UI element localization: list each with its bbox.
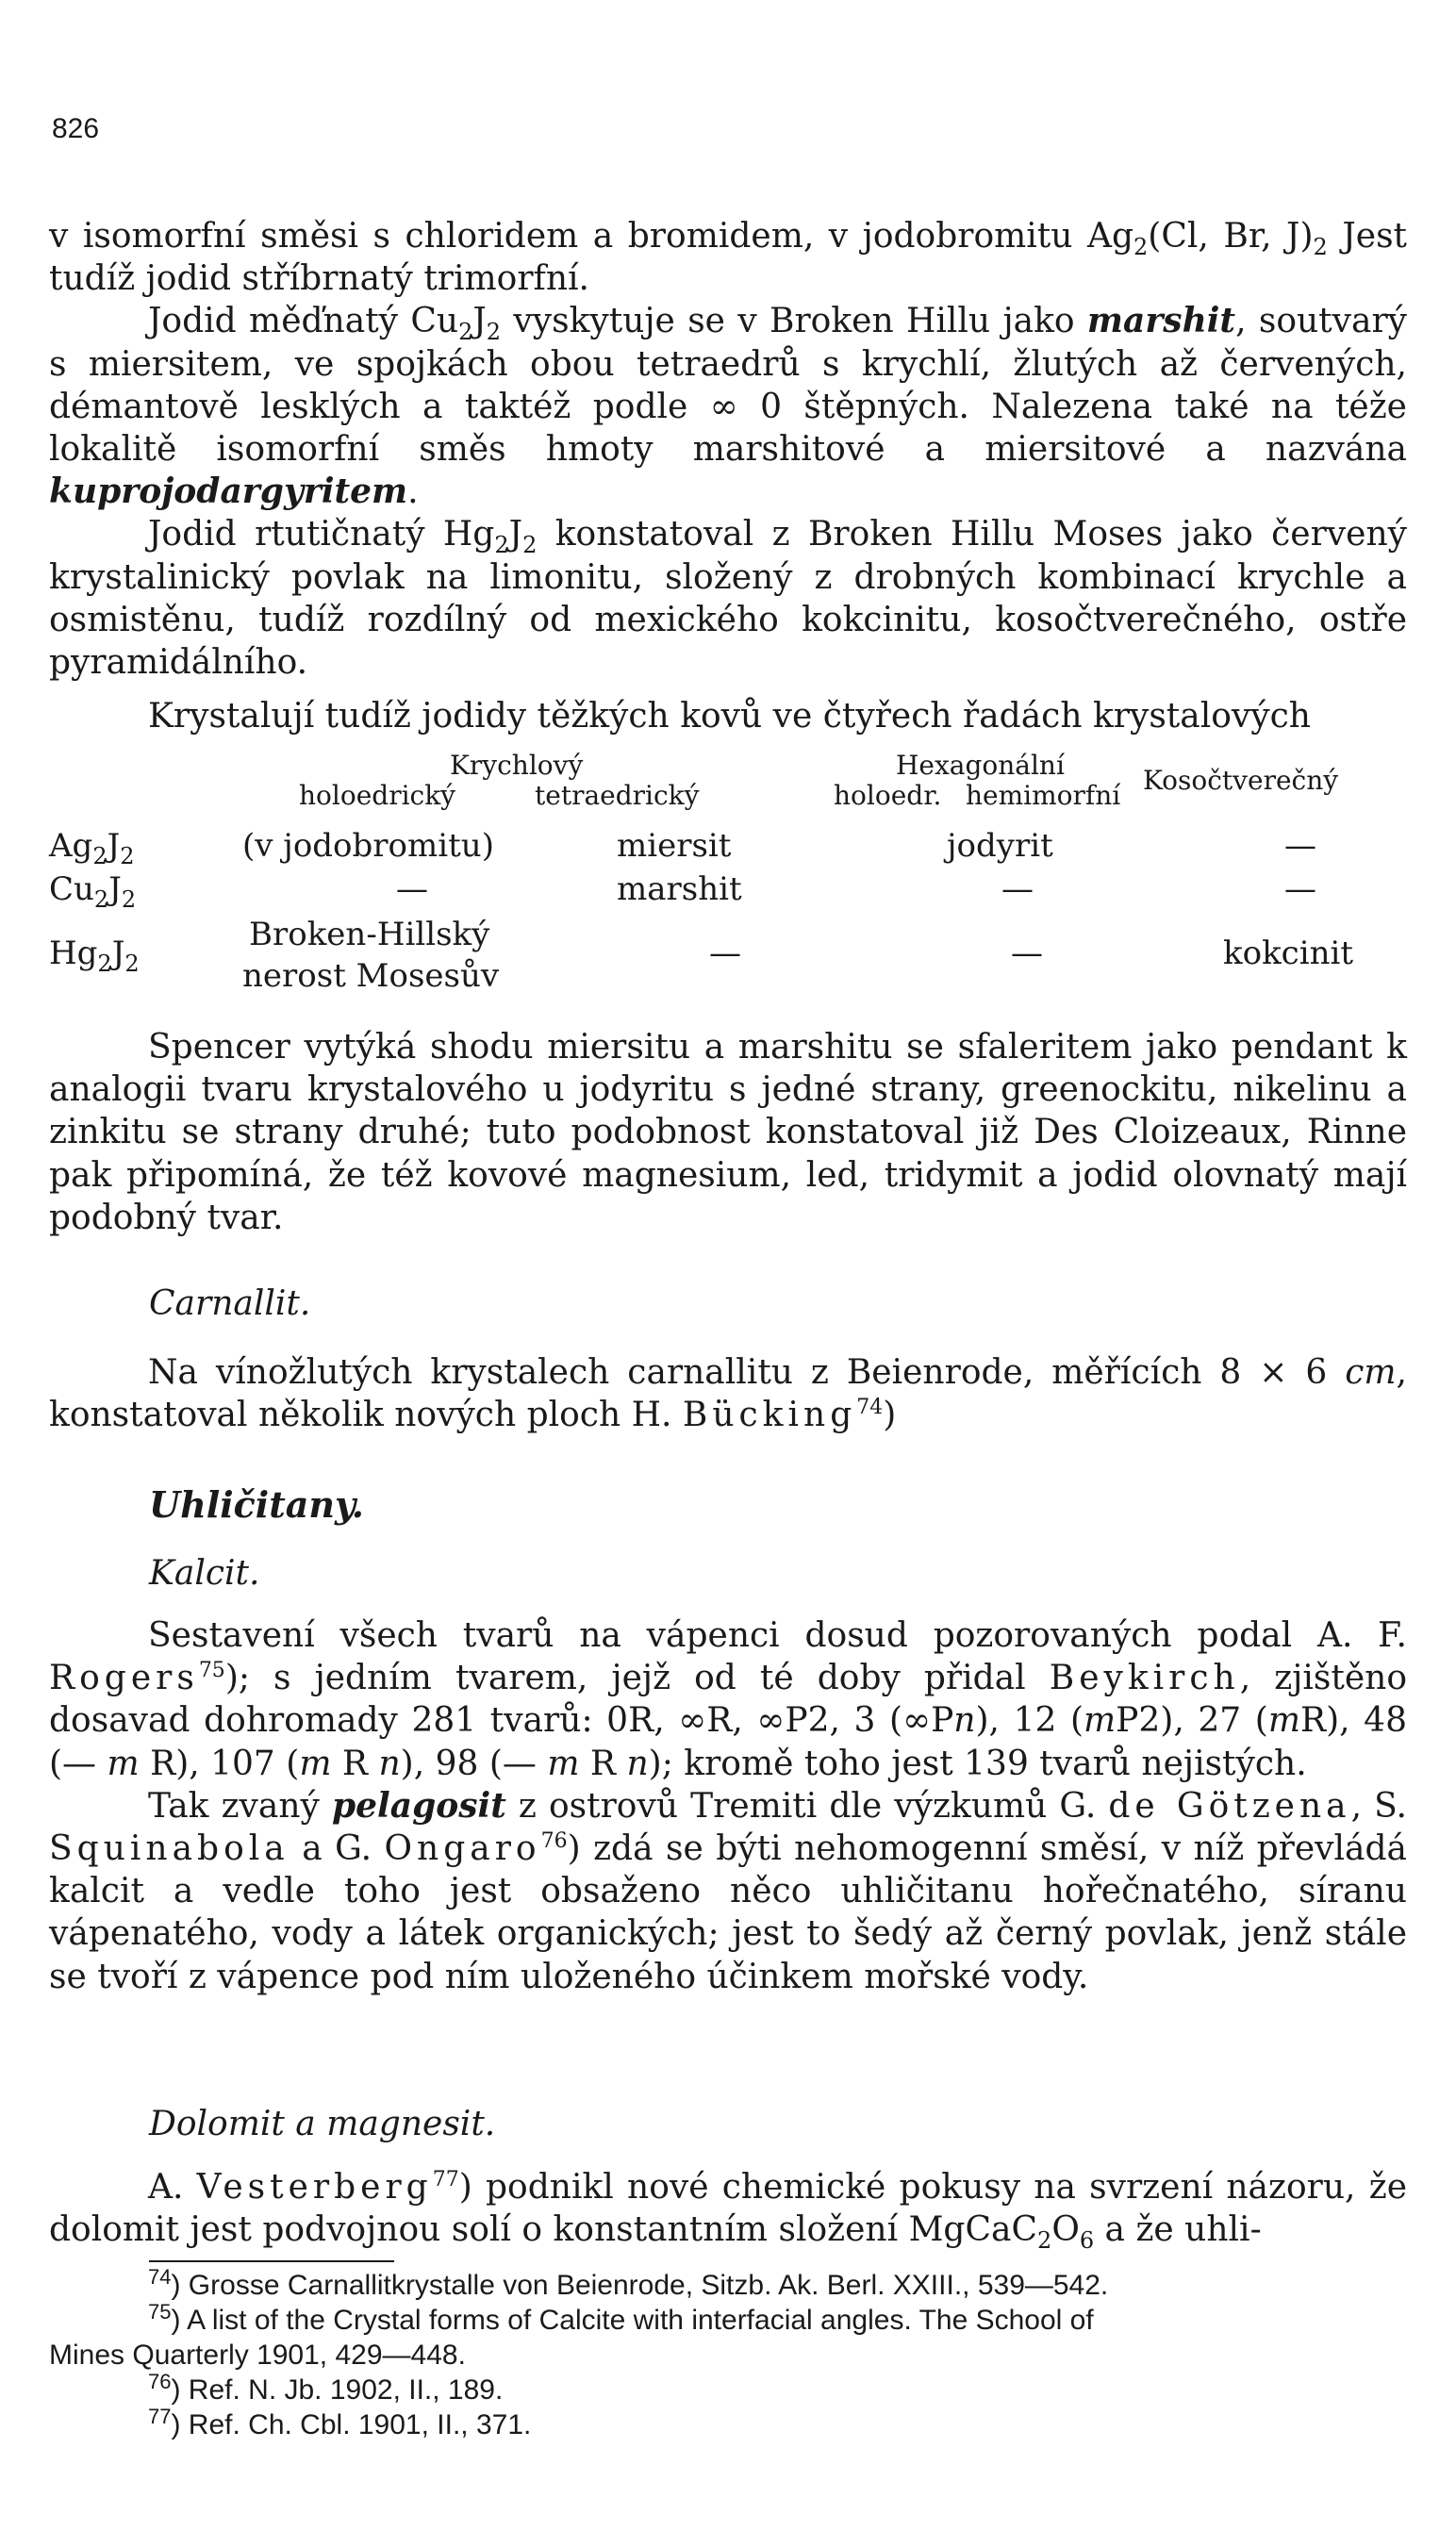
text: , zjištěno dosavad dohromady 281 tvarů: 0R, ∞R, ∞P2, 3 (∞P xyxy=(49,1659,1407,1741)
symbol-n: n xyxy=(378,1744,401,1783)
footnote-number: 75 xyxy=(148,2300,172,2324)
unit-cm: cm xyxy=(1345,1353,1397,1392)
table-header-orthorhombic: Kosočtverečný xyxy=(1143,765,1339,796)
text: J xyxy=(107,827,121,865)
paragraph-pelagosit xyxy=(49,1785,1407,1998)
text: O xyxy=(1051,2210,1080,2250)
text: . xyxy=(407,472,419,512)
subscript: 2 xyxy=(120,842,135,869)
table-cell: — xyxy=(396,870,428,908)
table-header-tetraedric: tetraedrický xyxy=(535,780,700,811)
paragraph-spencer: Spencer vytýká shodu miersitu a marshitu se sfaleritem jako pendant k analogii tvaru krystalového u jodyritu s jedné strany, greenockitu, nikelinu a zinkitu se strany druhé; tuto podobnost konstatoval již Des Cloizeaux, Rinne pak připomíná, že též kovové magnesium, led, tridymit a jodid olovnatý mají podobný tvar. xyxy=(49,1028,1407,1237)
subscript: 2 xyxy=(522,532,538,559)
table-cell: (v jodobromitu) xyxy=(242,827,494,865)
text: P2), 27 ( xyxy=(1116,1701,1268,1741)
symbol-m: m xyxy=(107,1744,140,1783)
term-marshit: marshit xyxy=(1086,301,1236,341)
text: Ag xyxy=(49,827,93,865)
table-cell: — xyxy=(1001,870,1034,908)
paragraph-isomorphic-mixture xyxy=(49,215,1407,300)
footnote-ref: 76 xyxy=(540,1829,568,1854)
table-header-holoedr: holoedr. xyxy=(834,780,942,811)
text: , konstatoval několik nových ploch H. xyxy=(49,1353,1407,1435)
text: ); kromě toho jest 139 tvarů nejistých. xyxy=(648,1744,1307,1783)
text: Jodid rtutičnatý Hg xyxy=(148,515,495,554)
text: R), 48 (— xyxy=(49,1701,1407,1783)
footnote-77 xyxy=(49,2407,1407,2442)
paragraph-copper-iodide xyxy=(49,300,1407,513)
text: Jodid měďnatý Cu xyxy=(148,302,459,341)
table-row-formula-hg xyxy=(49,934,140,977)
footnote-75 xyxy=(49,2300,1407,2338)
text: J xyxy=(111,934,125,972)
subscript: 2 xyxy=(121,885,137,913)
term-kuprojodargyrit: kuprojodargyritem xyxy=(49,471,408,512)
text: ); s jedním tvarem, jejž od té doby přidal xyxy=(224,1659,1050,1698)
text: J xyxy=(508,515,523,554)
table-cell: kokcinit xyxy=(1223,934,1354,972)
text-block-kalcit xyxy=(49,1614,1407,1998)
footnote-ref: 75 xyxy=(198,1659,225,1683)
text-block-spencer xyxy=(49,1026,1407,1239)
footnote-text: ) A list of the Crystal forms of Calcite with interfacial angles. The School of xyxy=(171,2305,1094,2336)
table-cell: Broken-Hillský xyxy=(249,916,490,953)
text: Cu xyxy=(49,870,94,908)
text: Na vínožlutých krystalech carnallitu z Beienrode, měřících 8 × 6 xyxy=(148,1353,1346,1392)
subscript: 2 xyxy=(97,950,112,977)
footnotes xyxy=(49,2265,1407,2442)
text: z ostrovů Tremiti dle výzkumů G. xyxy=(505,1786,1109,1826)
symbol-n: n xyxy=(626,1744,649,1783)
heading-dolomit: Dolomit a magnesit. xyxy=(149,2105,496,2143)
text: , S. xyxy=(1350,1786,1407,1826)
text: R), 107 ( xyxy=(139,1744,300,1783)
text: Hg xyxy=(49,934,98,972)
text-block-top xyxy=(49,215,1407,737)
text: ) zdá se býti nehomogenní směsí, v níž převládá kalcit a vedle toho jest obsaženo něco uhličitanu hořečnatého, síranu vápenatého, vody a látek organických; jest to šedý až černý povlak, jenž stále se tvoří z vápence pod ním uloženého účinkem mořské vody. xyxy=(49,1829,1407,1996)
paragraph-crystal-series: Krystalují tudíž jodidy těžkých kovů ve čtyřech řadách krystalových xyxy=(148,697,1311,736)
footnote-text: ) Ref. Ch. Cbl. 1901, II., 371. xyxy=(171,2409,532,2440)
text: v isomorfní směsi s chloridem a bromidem, v jodobromitu Ag xyxy=(49,217,1134,256)
text: a že uhli- xyxy=(1094,2210,1262,2250)
author-name: Ongaro xyxy=(384,1829,541,1869)
symbol-m: m xyxy=(547,1744,580,1783)
table-row-formula-cu xyxy=(49,870,137,913)
text-block-dolomit xyxy=(49,2166,1407,2255)
symbol-m: m xyxy=(1267,1701,1300,1741)
author-name: Bücking xyxy=(682,1396,857,1435)
text: J xyxy=(108,870,122,908)
footnote-number: 76 xyxy=(148,2370,172,2393)
author-name: Squinabola xyxy=(49,1829,290,1869)
footnote-text: ) Ref. N. Jb. 1902, II., 189. xyxy=(171,2374,504,2406)
subscript: 2 xyxy=(494,532,509,559)
text: J xyxy=(472,302,487,341)
subscript: 2 xyxy=(92,842,108,869)
footnote-text: ) Grosse Carnallitkrystalle von Beienrode, Sitzb. Ak. Berl. XXIII., 539—542. xyxy=(171,2270,1109,2301)
text-block-carnallit xyxy=(49,1351,1407,1436)
table-cell: — xyxy=(1011,934,1043,972)
footnote-76 xyxy=(49,2370,1407,2407)
text: konstatoval z Broken Hillu Moses jako červený krystalinický povlak na limonitu, složený z drobných kombinací krychle a osmistěnu, tudíž rozdílný od mexického kokcinitu, kosočtverečného, ostře pyramidálního. xyxy=(49,515,1407,683)
heading-carnallit: Carnallit. xyxy=(149,1284,311,1323)
heading-uhlicitany: Uhličitany. xyxy=(149,1483,364,1526)
subscript: 2 xyxy=(458,319,473,346)
author-name: Vesterberg xyxy=(196,2168,433,2207)
footnote-ref: 74 xyxy=(856,1396,884,1420)
text: vyskytuje se v Broken Hillu jako xyxy=(501,302,1087,341)
text: , soutvarý s miersitem, ve spojkách obou tetraedrů s krychlí, žlutých až červených, démantově lesklých a taktéž podle ∞ 0 štěpných. Nalezena také na téže lokalitě isomorfní směs hmoty marshitové a miersitové a nazvána xyxy=(49,302,1407,470)
table-cell: jodyrit xyxy=(947,827,1053,865)
term-pelagosit: pelagosit xyxy=(331,1785,506,1826)
subscript: 2 xyxy=(486,319,502,346)
subscript: 2 xyxy=(124,950,140,977)
footnote-number: 77 xyxy=(148,2405,172,2428)
paragraph-kalcit xyxy=(49,1614,1407,1785)
symbol-n: n xyxy=(953,1701,976,1741)
subscript: 2 xyxy=(1037,2227,1052,2255)
footnote-75-continued: Mines Quarterly 1901, 429—448. xyxy=(49,2340,466,2371)
footnote-divider xyxy=(149,2260,394,2262)
text: ), 98 (— xyxy=(400,1744,548,1783)
table-group-cubic: Krychlový xyxy=(450,750,584,781)
symbol-m: m xyxy=(1084,1701,1117,1741)
paragraph-dolomit xyxy=(49,2166,1407,2255)
footnote-number: 74 xyxy=(148,2265,172,2289)
symbol-m: m xyxy=(299,1744,332,1783)
text: Jest tudíž jodid stříbrnatý trimorfní. xyxy=(49,217,1408,299)
table-cell: — xyxy=(709,934,741,972)
text: Sestavení všech tvarů na vápenci dosud pozorovaných podal A. F. xyxy=(148,1616,1407,1655)
table-row-formula-ag xyxy=(49,827,135,869)
table-cell: nerost Mosesův xyxy=(242,957,500,995)
author-name: Rogers xyxy=(49,1659,199,1698)
paragraph-mercury-iodide xyxy=(49,513,1407,684)
text: R xyxy=(331,1744,379,1783)
text: ) podnikl nové chemické pokusy na svrzení názoru, že dolomit jest podvojnou solí o konstantním složení MgCaC xyxy=(49,2168,1407,2250)
footnote-ref: 77 xyxy=(432,2168,459,2191)
table-header-holoedric: holoedrický xyxy=(299,780,456,811)
text: a G. xyxy=(289,1829,385,1869)
text: R xyxy=(579,1744,627,1783)
author-name: Beykirch xyxy=(1049,1659,1240,1698)
subscript: 2 xyxy=(1133,234,1149,261)
text: ) xyxy=(883,1396,897,1435)
author-name: de Götzena xyxy=(1108,1786,1351,1826)
text: ), 12 ( xyxy=(975,1701,1084,1741)
text: A. xyxy=(148,2168,197,2207)
crystal-table xyxy=(49,750,1407,1014)
text: Tak zvaný xyxy=(148,1786,332,1826)
table-cell: — xyxy=(1284,827,1316,865)
subscript: 2 xyxy=(93,885,109,913)
subscript: 6 xyxy=(1079,2227,1095,2255)
subscript: 2 xyxy=(1313,234,1328,261)
table-group-hexagonal: Hexagonální xyxy=(896,750,1065,781)
heading-kalcit: Kalcit. xyxy=(149,1554,260,1593)
footnote-74 xyxy=(49,2265,1407,2303)
table-cell: — xyxy=(1284,870,1316,908)
table-cell: marshit xyxy=(617,870,742,908)
paragraph-carnallit xyxy=(49,1351,1407,1436)
page-number: 826 xyxy=(52,113,100,144)
table-header-hemimorphic: hemimorfní xyxy=(966,780,1121,811)
text: (Cl, Br, J) xyxy=(1148,217,1314,256)
table-cell: miersit xyxy=(617,827,732,865)
